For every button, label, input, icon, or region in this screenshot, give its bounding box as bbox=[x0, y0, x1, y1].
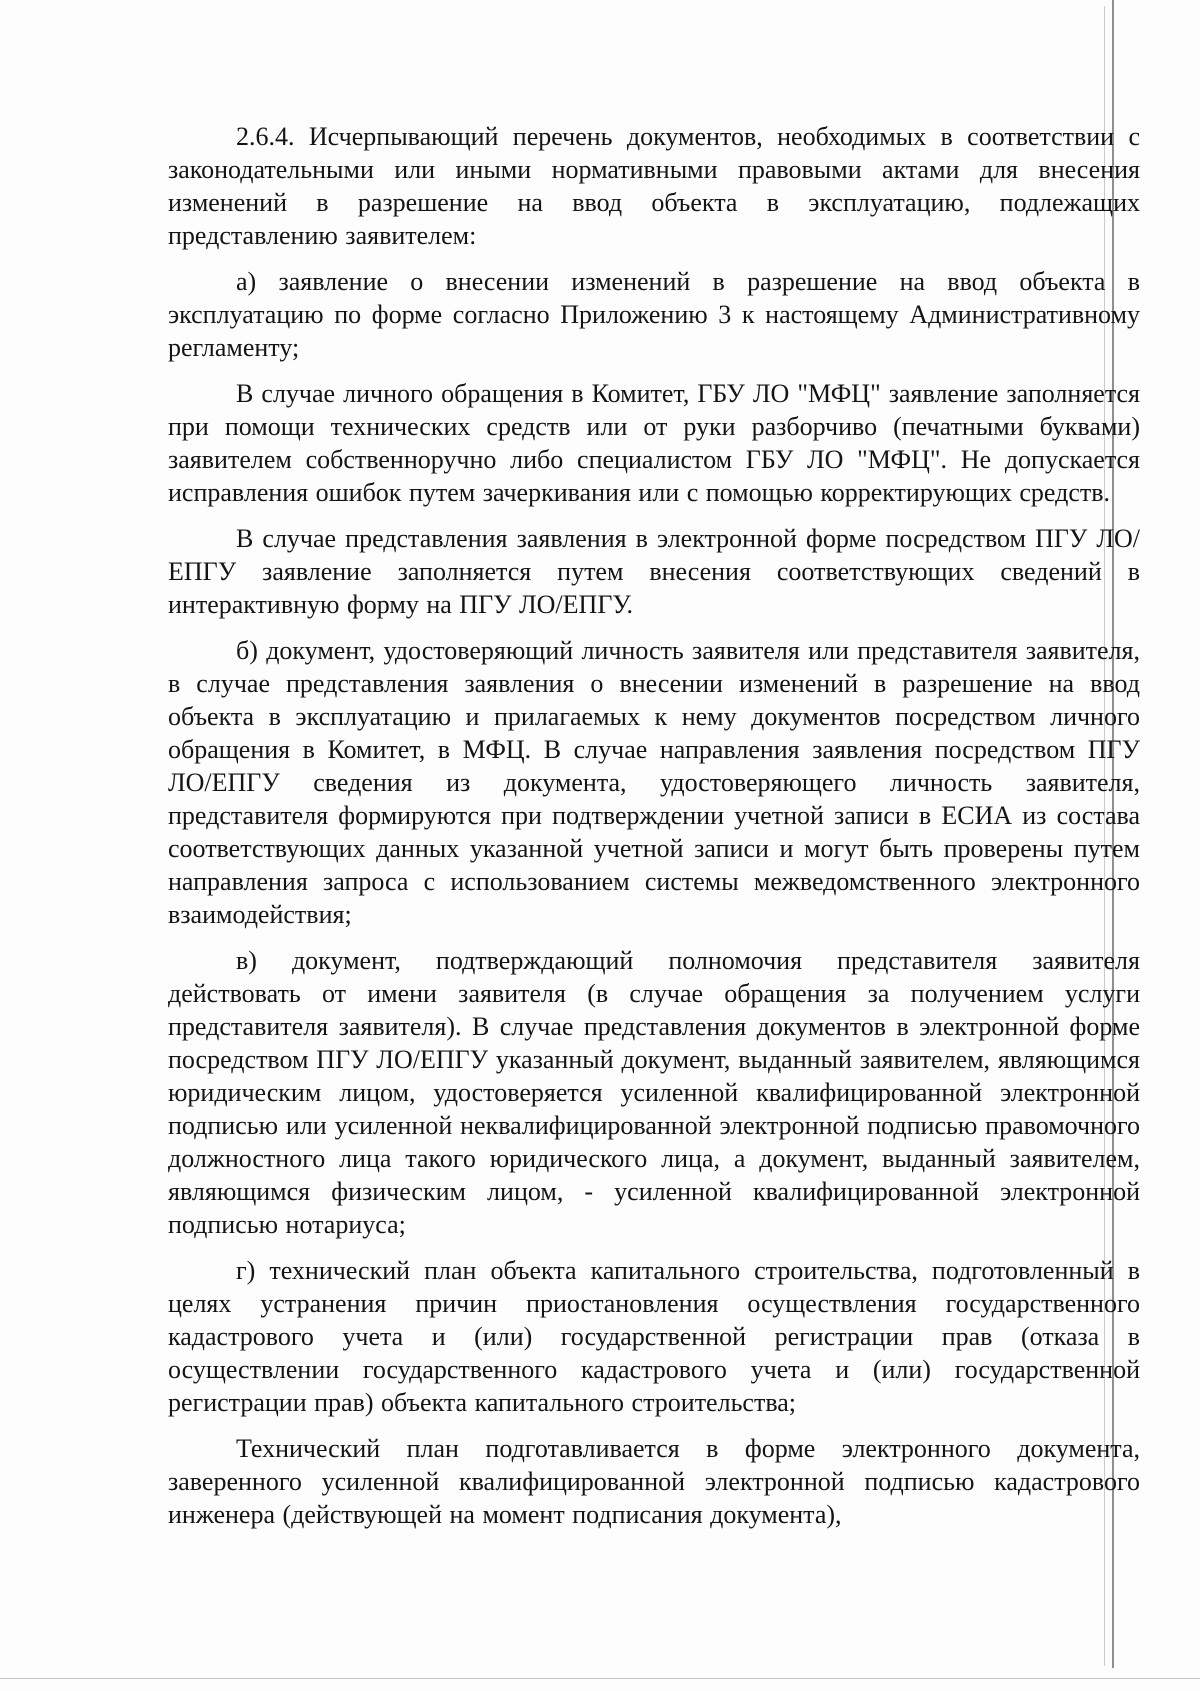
paragraph-item-v: в) документ, подтверждающий полномочия представителя заявителя действовать от имени заявителя (в случае обращения за получением услуги представителя заявителя). В случае представления документов в электронной форме посредством ПГУ ЛО/ЕПГУ указанный документ, выданный заявителем, являющимся юридическим лицом, удостоверяется усиленной квалифицированной электронной подписью или усиленной неквалифицированной электронной подписью правомочного должностного лица такого юридического лица, а документ, выданный заявителем, являющимся физическим лицом, - усиленной квалифицированной электронной подписью нотариуса; bbox=[168, 946, 1140, 1239]
paragraph-personal-visit: В случае личного обращения в Комитет, ГБУ ЛО "МФЦ" заявление заполняется при помощи технических средств или от руки разборчиво (печатными буквами) заявителем собственноручно либо специалистом ГБУ ЛО "МФЦ". Не допускается исправления ошибок путем зачеркивания или с помощью корректирующих средств. bbox=[168, 379, 1140, 507]
paragraph-electronic-form: В случае представления заявления в электронной форме посредством ПГУ ЛО/ЕПГУ заявление заполняется путем внесения соответствующих сведений в интерактивную форму на ПГУ ЛО/ЕПГУ. bbox=[168, 524, 1140, 619]
paragraph-2-6-4: 2.6.4. Исчерпывающий перечень документов, необходимых в соответствии с законодательными или иными нормативными правовыми актами для внесения изменений в разрешение на ввод объекта в эксплуатацию, подлежащих представлению заявителем: bbox=[168, 122, 1140, 250]
paragraph-technical-plan: Технический план подготавливается в форме электронного документа, заверенного усиленной квалифицированной электронной подписью кадастрового инженера (действующей на момент подписания документа), bbox=[168, 1434, 1140, 1529]
paragraph-item-a: а) заявление о внесении изменений в разрешение на ввод объекта в эксплуатацию по форме согласно Приложению 3 к настоящему Административному регламенту; bbox=[168, 267, 1140, 362]
paragraph-item-g: г) технический план объекта капитального строительства, подготовленный в целях устранения причин приостановления осуществления государственного кадастрового учета и (или) государственной регистрации прав (отказа в осуществлении государственного кадастрового учета и (или) государственной регистрации прав) объекта капитального строительства; bbox=[168, 1256, 1140, 1417]
paragraph-item-b: б) документ, удостоверяющий личность заявителя или представителя заявителя, в случае представления заявления о внесении изменений в разрешение на ввод объекта в эксплуатацию и прилагаемых к нему документов посредством личного обращения в Комитет, в МФЦ. В случае направления заявления посредством ПГУ ЛО/ЕПГУ сведения из документа, удостоверяющего личность заявителя, представителя формируются при подтверждении учетной записи в ЕСИА из состава соответствующих данных указанной учетной записи и могут быть проверены путем направления запроса с использованием системы межведомственного электронного взаимодействия; bbox=[168, 636, 1140, 929]
document-body bbox=[168, 120, 1140, 1531]
scan-bottom-edge bbox=[0, 1678, 1200, 1679]
